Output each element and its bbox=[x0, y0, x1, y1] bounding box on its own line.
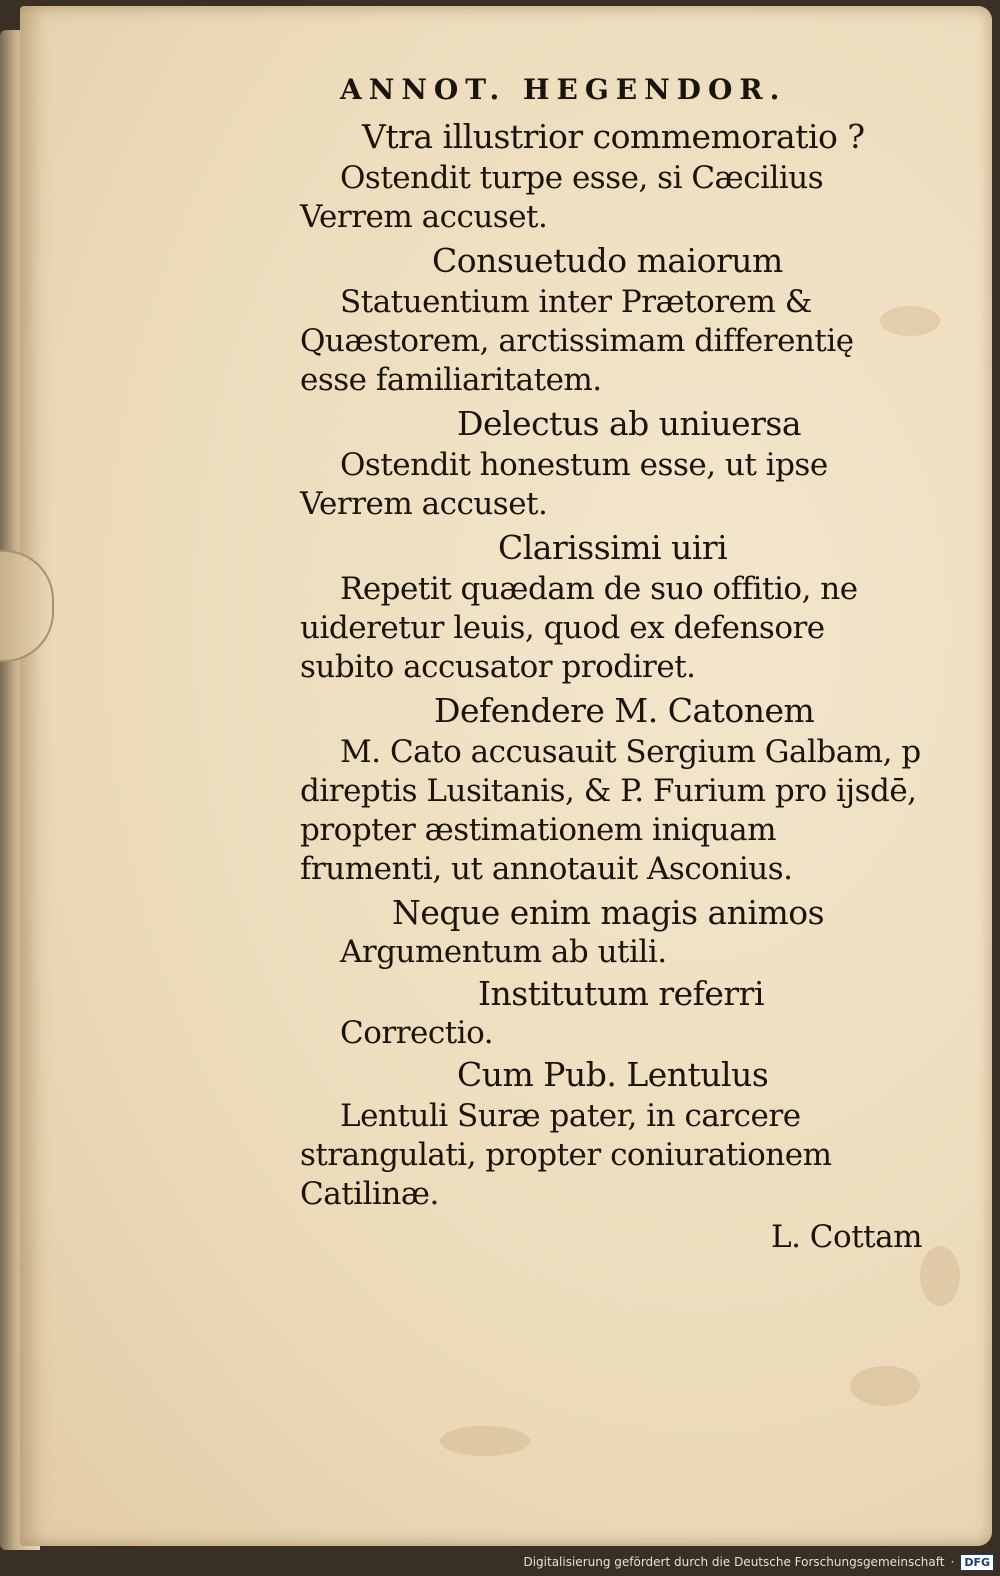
gloss-line: Argumentum ab utili. bbox=[340, 934, 667, 970]
digitization-footer: Digitalisierung gefördert durch die Deutsche Forschungsgemeinschaft · DFG bbox=[523, 1550, 994, 1574]
gloss-paragraph: Lentuli Suræ pater, in carcere strangulati, propter coniurationem Catilinæ. bbox=[300, 1098, 832, 1212]
lemma: Institutum referri bbox=[478, 974, 765, 1013]
gloss-paragraph: Ostendit honestum esse, ut ipse Verrem accuset. bbox=[300, 447, 828, 522]
gloss-paragraph: Repetit quædam de suo offitio, ne uideretur leuis, quod ex defensore subito accusator prodiret. bbox=[300, 571, 858, 685]
catchword: L. Cottam bbox=[771, 1219, 922, 1255]
dfg-logo[interactable]: DFG bbox=[960, 1554, 994, 1571]
lemma: Cum Pub. Lentulus bbox=[457, 1055, 769, 1094]
lemma: Defendere M. Catonem bbox=[434, 691, 815, 730]
lemma: Vtra illustrior commemoratio ? bbox=[362, 117, 865, 156]
lemma: Neque enim magis animos bbox=[392, 893, 825, 932]
funding-credit: Digitalisierung gefördert durch die Deutsche Forschungsgemeinschaft bbox=[523, 1555, 945, 1569]
text-block bbox=[282, 70, 922, 1257]
lemma: Consuetudo maiorum bbox=[432, 241, 783, 280]
gloss-paragraph: M. Cato accusauit Sergium Galbam, p direptis Lusitanis, & P. Furium pro ijsdē, propter æstimationem iniquam frumenti, ut annotauit Asconius. bbox=[300, 734, 921, 887]
lemma: Clarissimi uiri bbox=[498, 528, 728, 567]
lemma: Delectus ab uniuersa bbox=[457, 404, 802, 443]
gloss-paragraph: Statuentium inter Prætorem & Quæstorem, arctissimam differentię esse familiaritatem. bbox=[300, 284, 854, 398]
gloss-paragraph: Ostendit turpe esse, si Cæcilius Verrem accuset. bbox=[300, 160, 824, 235]
gloss-line: Correctio. bbox=[340, 1015, 494, 1051]
running-head: ANNOT. HEGENDOR. bbox=[340, 73, 787, 106]
